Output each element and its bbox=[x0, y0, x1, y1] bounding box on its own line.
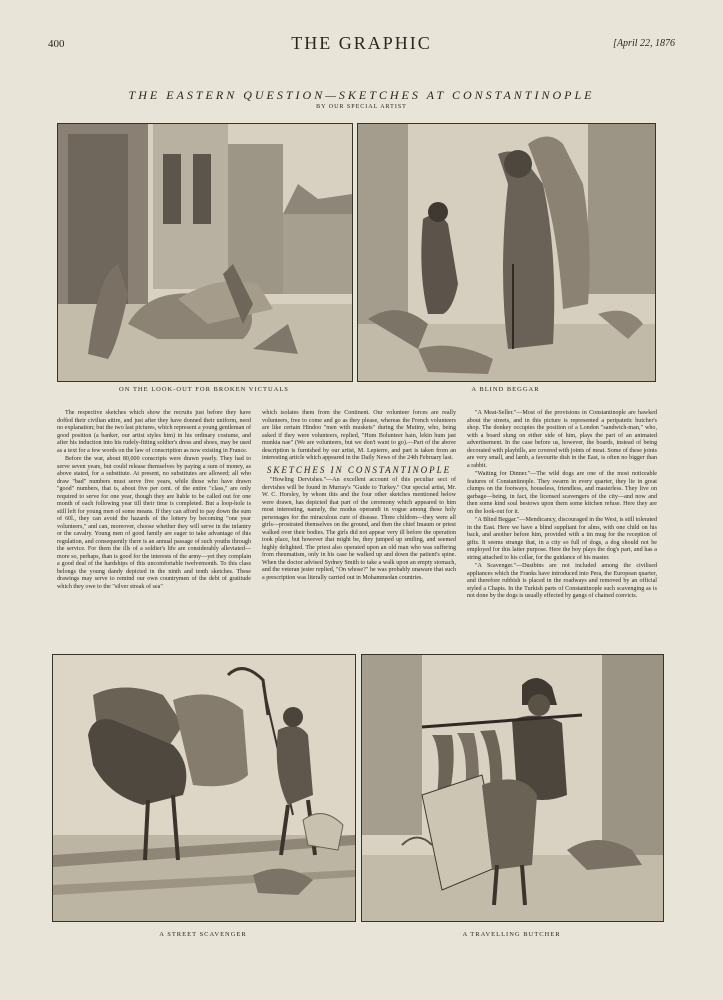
issue-date: [April 22, 1876 bbox=[613, 38, 675, 49]
col3-paragraph: "A Scavenger."—Dustbins are not included among the civilised appliances which the Franks have introduced into Pera, the European quarter, and therefore rubbish is placed in the roadways and removed by an official styled a Chapis. In the Turkish parts of Constantinople such scavenging as is not done by the dogs is usually effected by gangs of chained convicts. bbox=[467, 563, 657, 599]
text-column-2 bbox=[262, 410, 456, 583]
text-column-1 bbox=[57, 410, 251, 592]
col1-paragraph: The respective sketches which show the recruits just before they have doffed their civilian attire, and just after they have donned their uniform, need no explanation; but the two last pictures, which represent a young gentleman of good position (a banker, our artist styles him) in his ordinary costume, and after his induction into his rudely-fitting soldier's dress and shoes, may be used as a text for a few words on the law of conscription as now existing in France. bbox=[57, 410, 251, 454]
engraving-dogs-lookout bbox=[57, 123, 353, 382]
publication-title: THE GRAPHIC bbox=[291, 33, 432, 53]
col3-paragraph: "A Meat-Seller."—Most of the provisions in Constantinople are hawked about the streets, and in this picture is represented a peripatetic butcher's shop. The donkey occupies the position of a London "sandwich-man," who, with a board slung on either side of him, plays the part of an animated advertisement. In the case before us, however, the boards, instead of being decorated with playbills, are covered with joints of meat. Some of these joints are very small, and lamb, a favourite dish in the East, is often no bigger than a rabbit. bbox=[467, 410, 657, 469]
caption-travelling-butcher: A TRAVELLING BUTCHER bbox=[462, 931, 561, 938]
caption-street-scavenger: A STREET SCAVENGER bbox=[159, 931, 247, 938]
col3-paragraph: "A Blind Beggar."—Mendicancy, discouraged in the West, is still tolerated in the East. Here we have a blind suppliant for alms, with one child on his back, and another before him, provided with a tin mug for the reception of gifts. It seems strange that, in a city so full of dogs, a dog should not be employed for this latter purpose. Here the boy plays the dog's part, and has a string attached to his collar, for the guidance of his master. bbox=[467, 517, 658, 561]
col1-paragraph: Before the war, about 80,000 conscripts were drawn yearly. They had to serve seven years, but could release themselves by paying a sum of money, as above stated, for a substitute. At present, no substitutes are allowed; all who draw "bad" numbers must serve five years, while those who have drawn "good" numbers, that is, about five per cent. of the entire "class," are only required to serve for one year, though they are liable to be called out for one month of each following year till their time is completed. But a loop-hole is still left for young men of some means. If they can afford to pay down the sum of 60l., they can avoid the hazards of the lottery by becoming "one year volunteers," and can, moreover, choose whether they will serve in the infantry or the cavalry. Young men of good family are eager to take advantage of this regulation, and consequently there is an annual passage of such youths through the service. For them the ills of a soldier's life are considerably alleviated—more so, perhaps, than is good for the interests of the army—yet they complain a good deal of the hardships of this uncomfortable twelvemonth. To this class belongs the young dandy depicted in the ninth and tenth sketches. These drawings may serve to remind our own countrymen of the debt of gratitude which they owe to the "silver streak of sea" bbox=[57, 456, 251, 590]
byline: BY OUR SPECIAL ARTIST bbox=[316, 104, 407, 110]
dogs-street-illustration bbox=[58, 124, 352, 381]
travelling-butcher-illustration bbox=[362, 655, 663, 921]
engraving-blind-beggar bbox=[357, 123, 656, 382]
page-number: 400 bbox=[48, 38, 65, 50]
col3-paragraph: "Waiting for Dinner."—The wild dogs are one of the most noticeable features of Constantinople. They swarm in every quarter, they lie in great clumps on the footways, houseless, friendless, and masterless. They live on garbage—being, in fact, the licensed scavengers of the city—and now and then some kind soul bestows upon them some kitchen refuse. Here they are on the look-out for it. bbox=[467, 471, 657, 515]
engraving-street-scavenger bbox=[52, 654, 356, 922]
section-subheading: SKETCHES IN CONSTANTINOPLE bbox=[266, 464, 452, 475]
text-column-3 bbox=[467, 410, 657, 602]
caption-dogs: ON THE LOOK-OUT FOR BROKEN VICTUALS bbox=[119, 386, 289, 393]
street-scavenger-illustration bbox=[53, 655, 355, 921]
blind-beggar-illustration bbox=[358, 124, 655, 381]
engraving-travelling-butcher bbox=[361, 654, 664, 922]
caption-blind-beggar: A BLIND BEGGAR bbox=[471, 386, 540, 393]
col2-intro-paragraph: which isolates them from the Continent. Our volunteer forces are really volunteers, free to come and go as they please, whereas the French volunteers are like certain Hindoo "men with muskets" during the Mutiny, who, being asked if they were volunteers, replied, "Hum Bolunteer hain, lekin hum jast munkta nae" (We are volunteers, but we don't want to go).—Part of the above description is furnished by our artist, M. Lepierre, and part is taken from an interesting article which appeared in the Daily News of the 24th February last. bbox=[262, 410, 456, 461]
article-title: THE EASTERN QUESTION—SKETCHES AT CONSTANTINOPLE bbox=[128, 88, 595, 102]
col2-body-paragraph: "Howling Dervishes."—An excellent account of this peculiar sect of dervishes will be found in Murray's "Guide to Turkey." Our special artist, Mr. W. C. Horsley, by whom this and the four other sketches mentioned below were drawn, has depicted that part of the ceremony which appeared to him most interesting, namely, the modus operandi in vogue among these holy personages for the miraculous cure of disease. Three children—they were all girls—prostrated themselves on the ground, and then the chief Imaum or priest walked over their bodies. The girls did not appear very ill before the operation took place, but however that might be, they jumped up smiling, and seemed highly delighted. The priest also operated upon an old man who was suffering from rheumatism, only in his case he walked up and down the patient's spine. When the doctor advised Sydney Smith to take a walk upon an empty stomach, and the veteran jester replied, "On whose?" he was probably unaware that such a prescription was literally carried out in Mohammedan countries. bbox=[262, 477, 456, 581]
